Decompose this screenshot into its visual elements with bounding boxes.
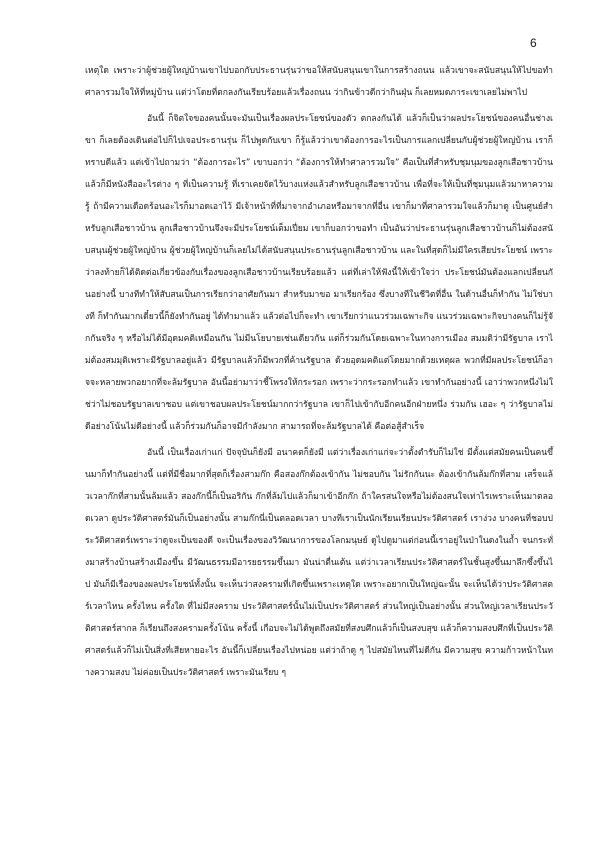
document-body (85, 60, 553, 688)
paragraph-3: อันนี้ เป็นเรื่องเก่าแก่ ปัจจุบันก็ยังมี อนาคตก็ยังมี แต่ว่าเรื่องเก่าแก่จะว่าตั้งตำรับก็ไม่ใช่ มีตั้งแต่สมัยคนเป็นคนขึ้นมาก็ทำกันอย่างนี้ แต่ที่มีชื่อมากที่สุดก็เรื่องสามก๊ก คือสองก๊กต้องเข้ากัน ไม่ชอบกัน ไม่รักกันนะ ต้องเข้ากันล้มก๊กที่สาม เสร็จแล้วเวลาก๊กที่สามนั้นล้มแล้ว สองก๊กนี้ก็เป็นอริกัน ก๊กที่ล้มไปแล้วก็มาเข้าอีกก๊ก ถ้าใครสนใจหรือไม่ต้องสนใจเท่าไรเพราะเห็นมาตลอดเวลา ดูประวัติศาสตร์มันก็เป็นอย่างนั้น สามก๊กนี่เป็นตลอดเวลา บางทีเราเป็นนักเรียนเรียนประวัติศาสตร์ เราง่วง บางคนที่ชอบประวัติศาสตร์เพราะว่าดูจะเป็นของดี จะเป็นเรื่องของวิวัฒนาการของโลกมนุษย์ ดูไปดูมาแต่ก่อนนี้เราอยู่ในป่าในดงในถ้ำ จนกระทั่งมาสร้างบ้านสร้างเมืองขึ้น มีวัฒนธรรมมีอารยธรรมขึ้นมา มันน่าตื่นเต้น แต่ว่าเวลาเรียนประวัติศาสตร์ในชั้นสูงขึ้นมาลึกซึ้งขึ้นไป มันก็มีเรื่องของผลประโยชน์ทั้งนั้น จะเห็นว่าสงครามที่เกิดขึ้นเพราะเหตุใด เพราะอยากเป็นใหญ่ฉะนั้น จะเห็นได้ว่าประวัติศาสตร์เวลาไหน ครั้งไหน ครั้งใด ที่ไม่มีสงคราม ประวัติศาสตร์นั้นไม่เป็นประวัติศาสตร์ ส่วนใหญ่เป็นอย่างนั้น ส่วนใหญ่เวลาเรียนประวัติศาสตร์สากล ก็เรียนถึงสงครามครั้งโน้น ครั้งนี้ เกือบจะไม่ได้พูดถึงสมัยที่สงบศึกแล้วก็เป็นสงบสุข แล้วก็ความสงบศึกที่เป็นประวัติศาสตร์แล้วก็ไม่เป็นสิ่งที่เสียหายอะไร อันนี้ก็เปลี่ยนเรื่องไปหน่อย แต่ว่าถ้าดู ๆ ไปสมัยไหนที่ไม่ดีกัน มีความสุข ความก้าวหน้าในทางความสงบ ไม่ค่อยเป็นประวัติศาสตร์ เพราะมันเรียบ ๆ (85, 448, 553, 678)
page-number: 6 (530, 36, 537, 50)
paragraph-2: อันนี้ ก็จิตใจของคนนั้นจะมันเป็นเรื่องผลประโยชน์ของตัว ตกลงกันได้ แล้วก็เป็นว่าผลประโยชน์ของคนอื่นช่างเขา ก็เลยต้องเดินต่อไปก็ไปเจอประธานรุ่น ก็ไปพูดกับเขา ก็รู้แล้วว่าเขาต้องการอะไรเป็นการแลกเปลี่ยนกับผู้ช่วยผู้ใหญ่บ้าน เราก็ทราบดีแล้ว แต่เข้าไปถามว่า “ต้องการอะไร” เขาบอกว่า “ต้องการให้ทำศาลารวมใจ” คือเป็นที่สำหรับชุมนุมของลูกเสือชาวบ้าน แล้วก็มีหนังสืออะไรต่าง ๆ ที่เป็นความรู้ ที่เราเคยจัดไว้บางแห่งแล้วสำหรับลูกเสือชาวบ้าน เพื่อที่จะให้เป็นที่ชุมนุมแล้วมาหาความรู้ ถ้ามีความเดือดร้อนอะไรก็มาอดเอาไว้ มีเจ้าหน้าที่ที่มาจากอำเภอหรือมาจากที่อื่น เขาก็มาที่ศาลารวมใจแล้วก็มาดู เป็นศูนย์สำหรับลูกเสือชาวบ้าน ลูกเสือชาวบ้านจึงจะมีประโยชน์เต็มเปี่ยม เขาก็บอกว่าขอทำ เป็นอันว่าประธานรุ่นลูกเสือชาวบ้านก็ไม่ต้องสนับสนุนผู้ช่วยผู้ใหญ่บ้าน ผู้ช่วยผู้ใหญ่บ้านก็เลยไม่ได้สนับสนุนประธานรุ่นลูกเสือชาวบ้าน และในที่สุดก็ไม่มีใครเสียประโยชน์ เพราะว่าลงท้ายก็ได้ติดต่อเกี่ยวข้องกับเรื่องของลูกเสือชาวบ้านเรียบร้อยแล้ว แต่ที่เล่าให้ฟังนี้ให้เข้าใจว่า ประโยชน์มันต้องแลกเปลี่ยนกันอย่างนี้ บางทีทำให้สับสนเป็นการเรียกว่าอาศัยกันมา สำหรับมาขอ มาเรียกร้อง ซึ่งบางทีในชีวิตที่อื่น ในด้านอื่นก็ทำกัน ไม่ใช่บางที ก็ทำกันมากเดี๋ยวนี้ก็ยังทำกันอยู่ ได้ทำมาแล้ว แล้วต่อไปก็จะทำ เขาเรียกว่าแนวร่วมเฉพาะกิจ แนวร่วมเฉพาะกิจบางคนก็ไม่รู้จักกันจริง ๆ หรือไม่ได้มีอุดมคติเหมือนกัน ไม่มีนโยบายเช่นเดียวกัน แต่ก็ร่วมกันโดยเฉพาะในทางการเมือง สมมติว่ามีรัฐบาล เราไม่ต้องสมมุติเพราะมีรัฐบาลอยู่แล้ว มีรัฐบาลแล้วก็มีพวกที่ค้านรัฐบาล ด้วยอุดมคติแต่โดยมากด้วยเหตุผล พวกที่มีผลประโยชน์ก็อาจจะหลายพวกอยากที่จะล้มรัฐบาล อันนี้อย่ามาว่าชี้โพรงให้กระรอก เพราะว่ากระรอกทำแล้ว เขาทำกันอย่างนี้ เอาว่าพวกหนึ่งไม่ใช่ว่าไม่ชอบรัฐบาลเขาชอบ แต่เขาชอบผลประโยชน์มากกว่ารัฐบาล เขาก็ไปเข้ากับอีกคนอีกฝ่ายหนึ่ง ร่วมกัน เฮอะ ๆ ว่ารัฐบาลไม่ดีอย่างโน้นไม่ดีอย่างนี้ แล้วก็ร่วมกันก็อาจมีกำลังมาก สามารถที่จะล้มรัฐบาลได้ คือต่อสู้สำเร็จ (85, 114, 553, 432)
paragraph-1: เหตุใด เพราะว่าผู้ช่วยผู้ใหญ่บ้านเขาไปบอกกับประธานรุ่นว่าขอให้สนับสนุนเขาในการสร้างถนน แล้วเขาจะสนับสนุนให้ไปขอทำศาลารวมใจให้ที่หมู่บ้าน แต่ว่าโดยที่ตกลงกันเรียบร้อยแล้วเรื่องถนน ว่ากินข้าวดีกว่ากินฝุ่น ก็เลยหมดภาระเขาเลยไม่พาไป (85, 66, 553, 98)
